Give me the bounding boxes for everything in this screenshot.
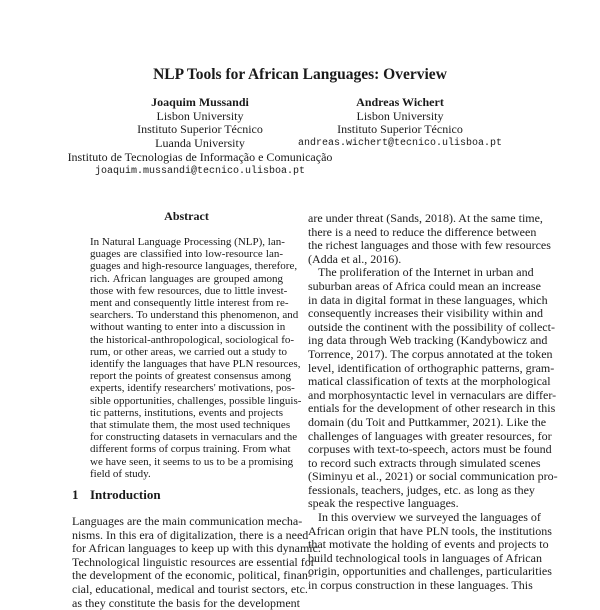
text-line: cial, educational, medical and tourist sectors, etc. — [72, 581, 308, 596]
paragraph — [308, 211, 551, 266]
author-block-2 — [230, 96, 570, 151]
text-line: in corpus construction in these languages. This — [308, 578, 533, 593]
text-line: outside the continent with the possibility of collect- — [308, 319, 555, 334]
text-line: for constructing datasets in vernaculars and the — [90, 431, 298, 444]
text-line: The proliferation of the Internet in urban and — [318, 265, 534, 280]
text-line: ing data through Web tracking (Kandybowicz and — [308, 333, 548, 348]
author-email: joaquim.mussandi@tecnico.ulisboa.pt — [94, 165, 306, 177]
text-line: origin, opportunities and challenges, particularities — [308, 564, 552, 579]
text-line: the historical-anthropological, sociological fo- — [90, 333, 295, 346]
paragraph — [90, 236, 302, 480]
text-line: for African languages to keep up with this dynamic. — [72, 541, 321, 556]
abstract-heading: Abstract — [164, 209, 209, 223]
author-email: andreas.wichert@tecnico.ulisboa.pt — [297, 138, 503, 150]
text-line: as they constitute the basis for the development — [72, 595, 300, 610]
text-line: identify the languages that have PLN resources, — [90, 358, 301, 371]
author-affiliation: Instituto de Tecnologias de Informação e Comunicação — [67, 149, 333, 164]
text-line: experts, identify researchers' motivations, pos- — [90, 382, 295, 395]
author-affiliation: Lisbon University — [156, 108, 244, 123]
author-affiliation: Instituto Superior Técnico — [337, 122, 463, 137]
text-line: suburban areas of Africa could mean an increase — [308, 278, 541, 293]
text-line: different forms of corpus training. From what — [90, 443, 291, 456]
paragraph — [308, 510, 552, 593]
text-line: that stimulate them, the most used techniques — [90, 419, 291, 432]
text-line: in data in digital format in these languages, which — [308, 292, 548, 307]
section-heading-introduction — [72, 487, 161, 503]
section-title: Introduction — [90, 487, 161, 502]
text-line: Technological linguistic resources are essential for — [72, 554, 315, 569]
text-line: fessionals, teachers, judges, etc. as long as they — [308, 482, 535, 497]
text-line: matical classification of texts at the morphological — [308, 374, 551, 389]
text-line: we have seen, it seems to us to be a promising — [90, 455, 294, 468]
text-line: ment and consequently little interest from re- — [90, 297, 289, 310]
paragraph — [72, 514, 321, 610]
text-line: to record such extracts through simulated scenes — [308, 455, 541, 470]
text-line: build technological tools in languages of African — [308, 550, 542, 565]
text-line: In Natural Language Processing (NLP), lan- — [90, 236, 285, 248]
abstract-body — [90, 236, 302, 480]
text-line: level, identification of orthographic patterns, gram- — [308, 360, 555, 375]
text-line: and morphosyntactic level in vernaculars are differ- — [308, 387, 557, 402]
author-affiliation: Instituto Superior Técnico — [137, 122, 263, 137]
text-line: that motivate the holding of events and projects to — [308, 537, 549, 552]
text-line: In this overview we surveyed the languages of — [318, 510, 541, 525]
text-line: nisms. In this era of digitalization, there is a need — [72, 527, 309, 542]
text-line: rich. African languages are grouped among — [90, 272, 283, 285]
author-affiliation: Luanda University — [155, 136, 245, 151]
text-line: entials for the development of other research in this — [308, 401, 556, 416]
right-column-body — [308, 211, 558, 593]
author-affiliation: Lisbon University — [356, 108, 444, 123]
text-line: guages are classified into low-resource lan- — [90, 248, 283, 261]
text-line: the development of the economic, political, finan- — [72, 568, 312, 583]
author-name: Andreas Wichert — [356, 95, 444, 109]
text-line: rum, or other areas, we carried out a study to — [90, 345, 288, 358]
text-line: consequently increases their visibility within and — [308, 306, 543, 321]
introduction-body — [72, 514, 321, 610]
text-line: report the points of greatest consensus among — [90, 370, 292, 383]
text-line: speak the respective languages. — [308, 496, 459, 511]
text-line: field of study. — [90, 467, 151, 480]
section-number: 1 — [72, 487, 79, 502]
text-line: domain (du Toit and Puttkammer, 2021). Like the — [308, 414, 547, 429]
text-line: searchers. To understand this phenomenon, and — [90, 309, 299, 322]
paper-title: NLP Tools for African Languages: Overview — [153, 66, 447, 83]
text-line: African origin that have PLN tools, the institutions — [308, 523, 552, 538]
text-line: Languages are the main communication mecha- — [72, 514, 303, 528]
text-line: challenges of languages with greater resources, for — [308, 428, 552, 443]
author-name: Joaquim Mussandi — [151, 95, 249, 109]
text-line: the richest languages and those with few resources — [308, 238, 551, 253]
text-line: those with few resources, due to little invest- — [90, 284, 288, 297]
text-line: are under threat (Sands, 2018). At the same time, — [308, 211, 543, 225]
text-line: (Adda et al., 2016). — [308, 251, 402, 266]
text-line: corpuses with text-to-speech, actors must be found — [308, 442, 552, 457]
text-line: without wanting to enter into a discussion in — [90, 321, 286, 334]
text-line: (Siminyu et al., 2021) or social communication pro- — [308, 469, 558, 484]
text-line: Torrence, 2017). The corpus annotated at the token — [308, 346, 553, 361]
paragraph — [308, 265, 558, 511]
text-line: guages and high-resource languages, therefore, — [90, 260, 298, 273]
text-line: sible opportunities, challenges, possible linguis- — [90, 394, 302, 407]
text-line: tic patterns, institutions, events and projects — [90, 406, 283, 419]
text-line: there is a need to reduce the difference between — [308, 224, 537, 239]
